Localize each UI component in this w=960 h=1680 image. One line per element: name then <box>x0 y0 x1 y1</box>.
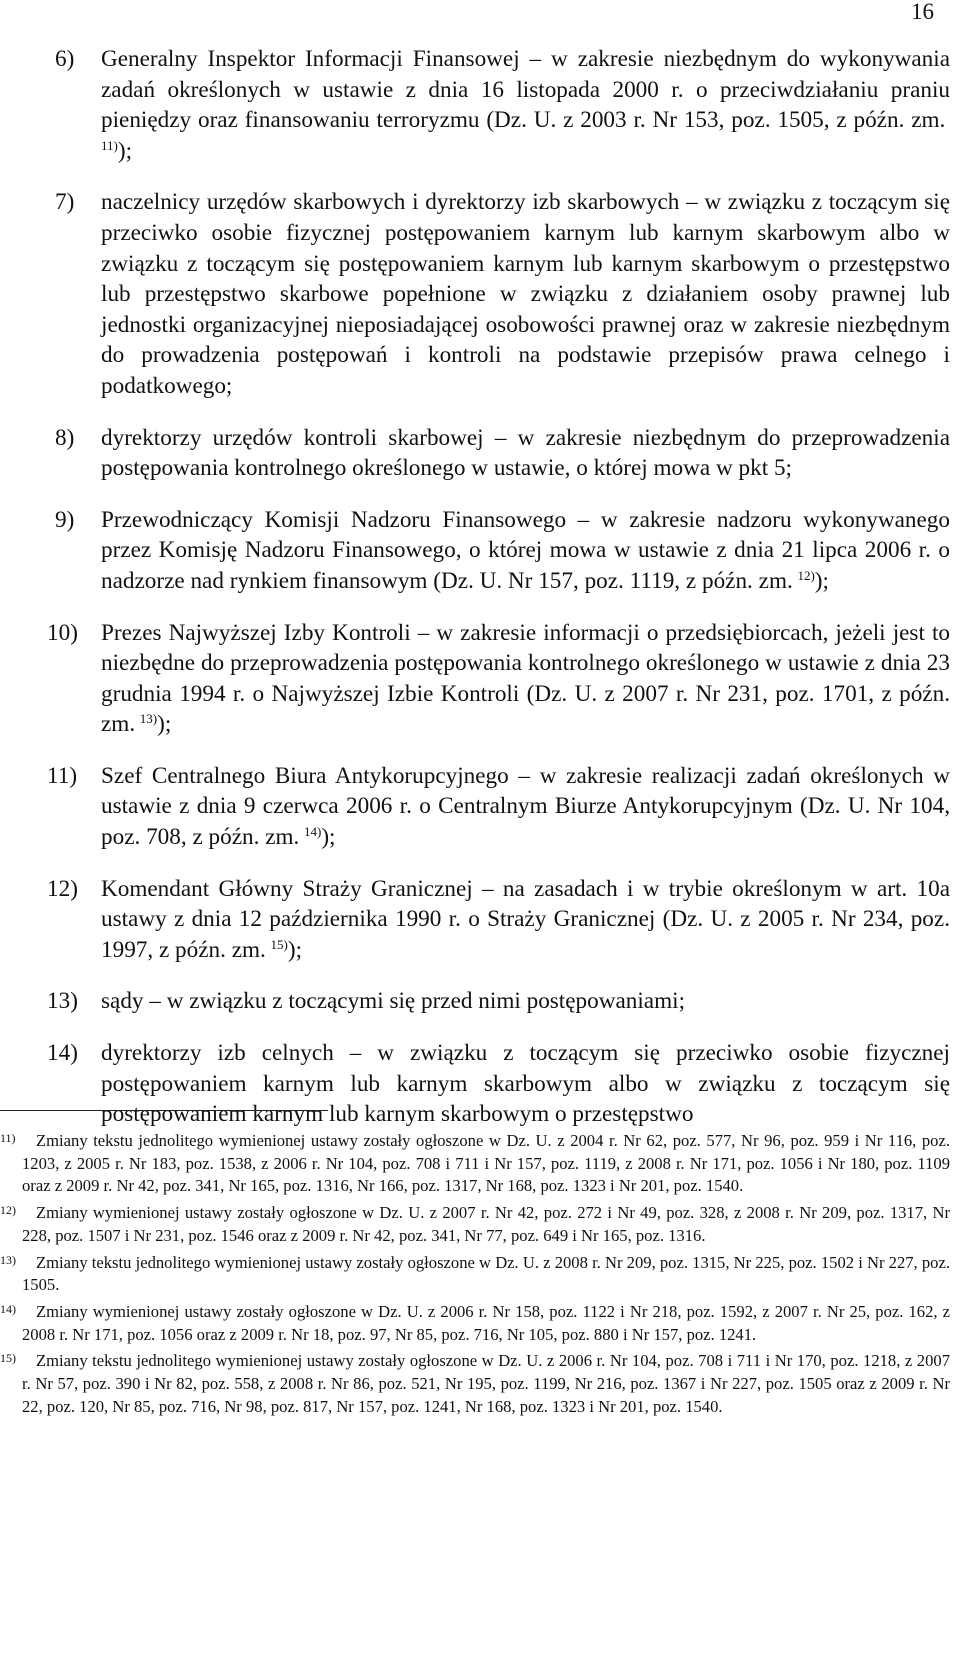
footnote-mark: 14) <box>0 1301 16 1316</box>
footnote-mark: 11) <box>0 1131 16 1145</box>
list-item-10 <box>0 618 960 740</box>
item-tail: ); <box>287 936 303 963</box>
footnote-12 <box>0 1202 960 1247</box>
footnote-mark: 15) <box>0 1351 16 1366</box>
enumerated-list <box>0 44 960 1151</box>
item-number: 6) <box>55 46 75 72</box>
footnote-reference[interactable]: 14) <box>303 824 322 840</box>
item-text: Prezes Najwyższej Izby Kontroli – w zakresie informacji o przedsiębiorcach, jeżeli jest to niezbędne do przeprowadzenia postępowania kontrolnego określonego w ustawie z dnia 23 grudnia 1994 r. o Najwyższej Izbie Kontroli (Dz. U. z 2007 r. Nr 231, poz. 1701, z późn. zm. <box>101 619 950 738</box>
list-item-7 <box>0 187 960 401</box>
footnote-text: Zmiany tekstu jednolitego wymienionej ustawy zostały ogłoszone w Dz. U. z 2004 r. Nr 62, poz. 577, Nr 96, poz. 959 i Nr 116, poz. 1203, z 2005 r. Nr 183, poz. 1538, z 2006 r. Nr 104, poz. 708 i 711 i Nr 157, poz. 1119, z 2008 r. Nr 171, poz. 1056 i Nr 180, poz. 1109 oraz z 2009 r. Nr 42, poz. 341, Nr 165, poz. 1316, Nr 166, poz. 1317, Nr 168, poz. 1323 i Nr 201, poz. 1540. <box>22 1131 950 1196</box>
list-item-14 <box>0 1038 960 1130</box>
footnote-reference[interactable]: 11) <box>101 137 118 153</box>
item-number: 10) <box>47 619 78 646</box>
footnote-text: Zmiany wymienionej ustawy zostały ogłoszone w Dz. U. z 2007 r. Nr 42, poz. 272 i Nr 49, poz. 328, z 2008 r. Nr 209, poz. 1317, Nr 228, poz. 1507 i Nr 231, poz. 1546 oraz z 2009 r. Nr 42, poz. 341, Nr 77, poz. 649 i Nr 165, poz. 1316. <box>22 1203 950 1245</box>
list-item-11 <box>0 761 960 853</box>
item-text: dyrektorzy urzędów kontroli skarbowej – w zakresie niezbędnym do przeprowadzenia postępowania kontrolnego określonego w ustawie, o której mowa w pkt 5; <box>101 424 950 482</box>
item-text: naczelnicy urzędów skarbowych i dyrektorzy izb skarbowych – w związku z toczącym się przeciwko osobie fizycznej postępowaniem karnym lub karnym skarbowym albo w związku z toczącym się postępowaniem karnym lub karnym skarbowym o przestępstwo lub przestępstwo skarbowe popełnione w związku z działaniem osoby prawnej lub jednostki organizacyjnej nieposiadającej osobowości prawnej oraz w zakresie niezbędnym do prowadzenia postępowań i kontroli na podstawie przepisów prawa celnego i podatkowego; <box>101 189 950 399</box>
footnote-text: Zmiany tekstu jednolitego wymienionej ustawy zostały ogłoszone w Dz. U. z 2006 r. Nr 104, poz. 708 i 711 i Nr 170, poz. 1218, z 2007 r. Nr 57, poz. 390 i Nr 82, poz. 558, z 2008 r. Nr 86, poz. 521, Nr 195, poz. 1199, Nr 216, poz. 1367 i Nr 227, poz. 1505 oraz z 2009 r. Nr 22, poz. 120, Nr 85, poz. 716, Nr 98, poz. 817, Nr 157, poz. 1241, Nr 168, poz. 1323 i Nr 201, poz. 1540. <box>22 1351 950 1416</box>
list-item-6 <box>0 44 960 166</box>
footnote-reference[interactable]: 13) <box>139 711 158 727</box>
footnotes <box>0 1130 960 1422</box>
footnote-15 <box>0 1350 960 1418</box>
item-number: 9) <box>55 506 75 533</box>
footnote-14 <box>0 1301 960 1346</box>
item-text: Komendant Główny Straży Granicznej – na zasadach i w trybie określonym w art. 10a ustawy z dnia 12 października 1990 r. o Straży Granicznej (Dz. U. z 2005 r. Nr 234, poz. 1997, z późn. zm. <box>101 875 950 963</box>
item-text: Generalny Inspektor Informacji Finansowej – w zakresie niezbędnym do wykonywania zadań określonych w ustawie z dnia 16 listopada 2000 r. o przeciwdziałaniu praniu pieniędzy oraz finansowaniu terroryzmu (Dz. U. z 2003 r. Nr 153, poz. 1505, z późn. zm. <box>101 46 950 134</box>
list-item-13 <box>0 986 960 1017</box>
footnote-mark: 13) <box>0 1252 16 1267</box>
footnote-reference[interactable]: 15) <box>270 936 288 952</box>
footnote-text: Zmiany wymienionej ustawy zostały ogłoszone w Dz. U. z 2006 r. Nr 158, poz. 1122 i Nr 218, poz. 1592, z 2007 r. Nr 25, poz. 162, z 2008 r. Nr 171, poz. 1056 oraz z 2009 r. Nr 18, poz. 97, Nr 85, poz. 716, Nr 105, poz. 880 i Nr 157, poz. 1241. <box>22 1301 950 1344</box>
item-number: 11) <box>47 762 78 789</box>
item-number: 13) <box>47 988 78 1015</box>
footnote-reference[interactable]: 12) <box>797 567 815 583</box>
list-item-12 <box>0 874 960 966</box>
item-tail: ); <box>117 137 133 164</box>
item-tail: ); <box>814 567 829 594</box>
list-item-9 <box>0 505 960 597</box>
item-number: 12) <box>47 875 78 902</box>
footnote-mark: 12) <box>0 1203 16 1218</box>
footnote-text: Zmiany tekstu jednolitego wymienionej ustawy zostały ogłoszone w Dz. U. z 2008 r. Nr 209, poz. 1315, Nr 225, poz. 1502 i Nr 227, poz. 1505. <box>22 1252 950 1295</box>
footnote-separator <box>0 1110 328 1111</box>
item-text: dyrektorzy izb celnych – w związku z toczącym się przeciwko osobie fizycznej postępowaniem karnym lub karnym skarbowym albo w związku z toczącym się postępowaniem karnym lub karnym skarbowym o przestępstwo <box>101 1040 950 1128</box>
item-text: Szef Centralnego Biura Antykorupcyjnego – w zakresie realizacji zadań określonych w ustawie z dnia 9 czerwca 2006 r. o Centralnym Biurze Antykorupcyjnym (Dz. U. Nr 104, poz. 708, z późn. zm. <box>101 762 950 851</box>
item-tail: ); <box>321 824 336 851</box>
footnote-13 <box>0 1252 960 1297</box>
item-number: 14) <box>47 1040 78 1067</box>
item-text: sądy – w związku z toczącymi się przed nimi postępowaniami; <box>101 988 686 1015</box>
footnote-11 <box>0 1130 960 1198</box>
page-number: 16 <box>911 0 934 24</box>
list-item-8 <box>0 423 960 484</box>
item-number: 7) <box>55 189 75 216</box>
item-number: 8) <box>55 424 75 451</box>
item-text: Przewodniczący Komisji Nadzoru Finansowego – w zakresie nadzoru wykonywanego przez Komisję Nadzoru Finansowego, o której mowa w ustawie z dnia 21 lipca 2006 r. o nadzorze nad rynkiem finansowym (Dz. U. Nr 157, poz. 1119, z późn. zm. <box>101 506 950 594</box>
item-tail: ); <box>157 711 172 738</box>
